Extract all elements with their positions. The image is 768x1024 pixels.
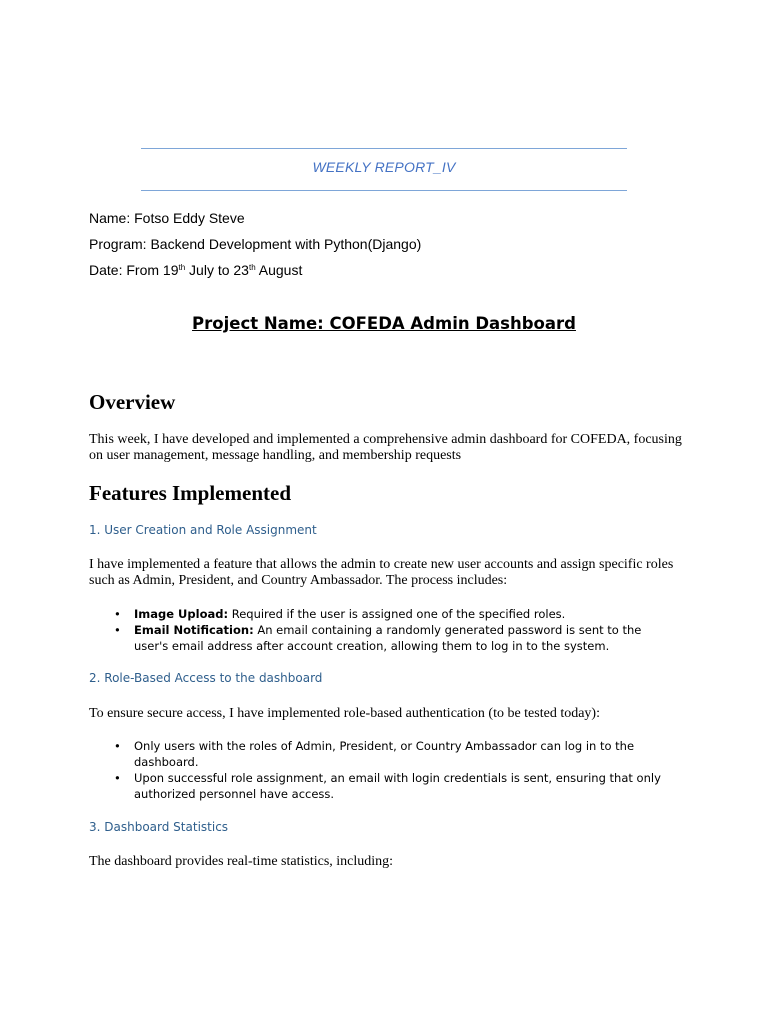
bullet-text: Upon successful role assignment, an email with login credentials is sent, ensuring that only authorized personnel have access. bbox=[134, 771, 661, 801]
bullet-icon: • bbox=[114, 623, 121, 637]
date-suffix: August bbox=[255, 262, 303, 278]
date-ordinal-1: th bbox=[178, 263, 186, 272]
report-title: WEEKLY REPORT_IV bbox=[312, 159, 456, 175]
list-item bbox=[110, 606, 670, 622]
bullet-label: Image Upload: bbox=[134, 607, 229, 621]
bullet-icon: • bbox=[114, 771, 121, 785]
section-3-paragraph: The dashboard provides real-time statistics, including: bbox=[89, 854, 394, 869]
section-1-bullet-list bbox=[110, 606, 670, 654]
header-rule-top bbox=[141, 148, 627, 149]
section-3-title: 3. Dashboard Statistics bbox=[89, 820, 229, 834]
list-item bbox=[110, 770, 670, 802]
section-1-paragraph: I have implemented a feature that allows the admin to create new user accounts and assign specific roles such as Admin, President, and Country Ambassador. The process includes: bbox=[89, 557, 674, 588]
overview-heading: Overview bbox=[89, 390, 176, 414]
list-item bbox=[110, 622, 670, 654]
section-1-title: 1. User Creation and Role Assignment bbox=[89, 523, 317, 537]
bullet-text: Only users with the roles of Admin, President, or Country Ambassador can log in to the dashboard. bbox=[134, 739, 635, 769]
project-name-heading: Project Name: COFEDA Admin Dashboard bbox=[192, 314, 576, 333]
bullet-label: Email Notification: bbox=[134, 623, 254, 637]
list-item bbox=[110, 738, 670, 770]
header-rule-bottom bbox=[141, 190, 627, 191]
bullet-icon: • bbox=[114, 607, 121, 621]
date-middle: July to 23 bbox=[185, 262, 249, 278]
section-2-title: 2. Role-Based Access to the dashboard bbox=[89, 671, 323, 685]
section-2-bullet-list bbox=[110, 738, 670, 802]
date-ordinal-2: th bbox=[248, 263, 256, 272]
date-prefix: Date: From 19 bbox=[89, 262, 179, 278]
student-name: Name: Fotso Eddy Steve bbox=[89, 210, 245, 226]
date-line bbox=[89, 262, 302, 278]
overview-paragraph: This week, I have developed and implemented a comprehensive admin dashboard for COFEDA, focusing on user management, message handling, and membership requests bbox=[89, 432, 682, 463]
bullet-text: Required if the user is assigned one of the specified roles. bbox=[228, 607, 566, 621]
program-line: Program: Backend Development with Python(Django) bbox=[89, 236, 422, 252]
section-2-paragraph: To ensure secure access, I have implemented role-based authentication (to be tested today): bbox=[89, 706, 600, 721]
bullet-icon: • bbox=[114, 739, 121, 753]
bullet-text: An email containing a randomly generated password is sent to the user's email address after account creation, allowing them to log in to the system. bbox=[134, 623, 642, 653]
features-heading: Features Implemented bbox=[89, 481, 291, 505]
